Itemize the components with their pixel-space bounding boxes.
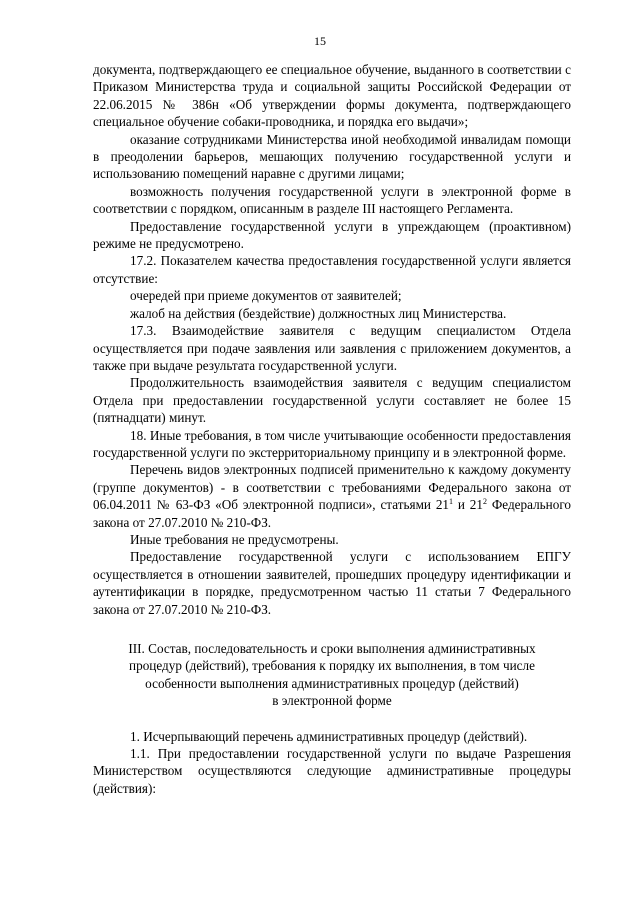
paragraph: Предоставление государственной услуги с использованием ЕПГУ осуществляется в отношении заявителей, прошедших процедуру идентификации и аутентификации в порядке, предусмотренном частью 11 статьи 7 Федерального закона от 27.07.2010 № 210-ФЗ. <box>93 549 571 617</box>
paragraph: 17.2. Показателем качества предоставления государственной услуги является отсутствие: <box>93 253 571 286</box>
paragraph: оказание сотрудниками Министерства иной необходимой инвалидам помощи в преодолении барьеров, мешающих получению государственной услуги и использованию помещений наравне с другими лицами; <box>93 131 571 182</box>
paragraph: 17.3. Взаимодействие заявителя с ведущим специалистом Отдела осуществляется при подаче заявления или заявления с приложением документов, а также при выдаче результата государственной услуги. <box>93 323 571 373</box>
paragraph: документа, подтверждающего ее специальное обучение, выданного в соответствии с Приказом Министерства труда и социальной защиты Российской Федерации от 22.06.2015 № 386н «Об утверждении формы документа, подтверждающего специальное обучение собаки-проводника, и порядка его выдачи»; <box>93 62 571 130</box>
signature-paragraph <box>93 461 571 531</box>
section-heading <box>93 640 571 710</box>
paragraph: жалоб на действия (бездействие) должностных лиц Министерства. <box>130 305 507 321</box>
paragraph: 1.1. При предоставлении государственной услуги по выдаче Разрешения Министерством осуществляются следующие административные процедуры (действия): <box>93 746 571 796</box>
paragraph: очередей при приеме документов от заявителей; <box>130 288 402 304</box>
section-heading-line: особенности выполнения административных процедур (действий) <box>145 675 519 691</box>
signature-text-after: Федерального закона от 27.07.2010 № 210-ФЗ. <box>93 497 572 530</box>
paragraph: Иные требования не предусмотрены. <box>130 531 339 547</box>
document-body <box>93 61 571 797</box>
paragraph: 18. Иные требования, в том числе учитывающие особенности предоставления государственной услуги по экстерриториальному принципу и в электронной форме. <box>93 427 571 460</box>
page-number: 15 <box>314 34 326 48</box>
signature-text-before: Перечень видов электронных подписей применительно к каждому документу (группе документов) - в соответствии с требованиями Федерального закона от 06.04.2011 № 63-ФЗ «Об электронной подписи», статьями 21 <box>93 462 571 513</box>
section-heading-line: процедур (действий), требования к порядку их выполнения, в том числе <box>129 658 535 674</box>
superscript: 1 <box>449 497 454 507</box>
paragraph: возможность получения государственной услуги в электронной форме в соответствии с порядком, описанным в разделе III настоящего Регламента. <box>93 183 571 217</box>
section-heading-line: III. Состав, последовательность и сроки выполнения административных <box>128 641 536 656</box>
section-heading-line: в электронной форме <box>272 693 392 709</box>
superscript: 2 <box>483 497 487 507</box>
paragraph: Предоставление государственной услуги в упреждающем (проактивном) режиме не предусмотрено. <box>93 218 571 252</box>
paragraph: Продолжительность взаимодействия заявителя с ведущим специалистом Отдела при предоставлении государственной услуги составляет не более 15 (пятнадцати) минут. <box>93 375 571 426</box>
paragraph: 1. Исчерпывающий перечень административных процедур (действий). <box>130 728 528 744</box>
signature-text-middle: и 21 <box>453 497 483 513</box>
